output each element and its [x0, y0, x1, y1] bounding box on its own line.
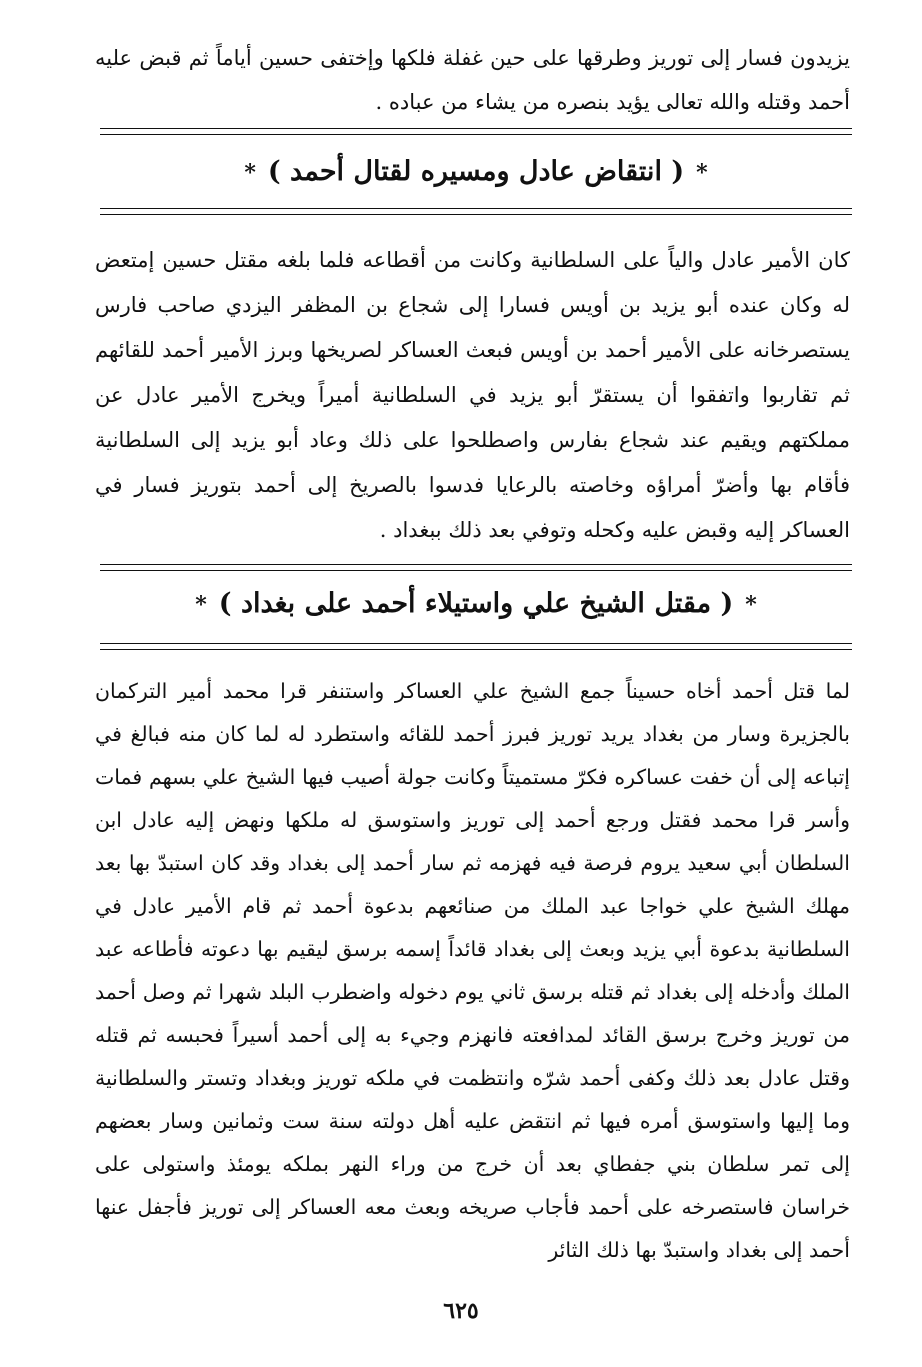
divider-line — [100, 570, 852, 571]
star-ornament-icon: * — [696, 160, 708, 186]
divider-line — [100, 649, 852, 650]
divider-line — [100, 128, 852, 129]
divider-line — [100, 643, 852, 644]
section-heading-adil — [100, 156, 852, 187]
star-ornament-icon: * — [195, 592, 207, 618]
paragraph-opening: يزيدون فسار إلى توريز وطرقها على حين غفلة فلكها وإختفى حسين أياماً ثم قبض عليه أحمد وقتله والله تعالى يؤيد بنصره من يشاء من عباده . — [95, 46, 850, 114]
divider-line — [100, 134, 852, 135]
section-heading-text: ( انتقاض عادل ومسيره لقتال أحمد ) — [267, 156, 685, 187]
paragraph-shaykh-ali: لما قتل أحمد أخاه حسيناً جمع الشيخ علي العساكر واستنفر قرا محمد أمير التركمان بالجزيرة وسار من بغداد يريد توريز فبرز أحمد للقائه واستطرد له لما كان منه فبالغ في إتباعه إلى أن خفت عساكره فكرّ مستميتاً وكانت جولة أصيب فيها الشيخ علي بسهم فمات وأسر قرا محمد فقتل ورجع أحمد إلى توريز واستوسق له ملكها ونهض إليه عادل ابن السلطان أبي سعيد يروم فرصة فيه فهزمه ثم سار أحمد إلى بغداد وقد كان استبدّ بها بعد مهلك الشيخ علي خواجا عبد الملك من صنائعهم بدعوة أحمد ثم قام الأمير عادل في السلطانية بدعوة أبي يزيد وبعث إلى بغداد قائداً إسمه برسق ليقيم بها دعوته فأطاعه عبد الملك وأدخله إلى بغداد ثم قتله برسق ثاني يوم دخوله واضطرب البلد شهرا ثم وصل أحمد من توريز وخرج برسق القائد لمدافعته فانهزم وجيء به إلى أحمد أسيراً فحبسه ثم قتله وقتل عادل بعد ذلك وكفى أحمد شرّه وانتظمت في ملكه توريز وبغداد وتستر والسلطانية وما إليها واستوسق أمره فيها ثم انتقض عليه أهل دولته سنة ست وثمانين وسار بعضهم إلى تمر سلطان بني جفطاي بعد أن خرج من وراء النهر بملكه يومئذ واستولى على خراسان فاستصرخه على أحمد فأجاب صريخه وبعث معه العساكر إلى توريز فأجفل عنها أحمد إلى بغداد واستبدّ بها ذلك الثائر — [95, 679, 850, 1262]
divider-line — [100, 564, 852, 565]
star-ornament-icon: * — [745, 592, 757, 618]
section-heading-shaykh-ali — [100, 588, 852, 619]
divider-line — [100, 214, 852, 215]
divider-line — [100, 208, 852, 209]
page-number: ٦٢٥ — [443, 1298, 479, 1324]
section-heading-text: ( مقتل الشيخ علي واستيلاء أحمد على بغداد ) — [218, 588, 734, 619]
paragraph-adil: كان الأمير عادل والياً على السلطانية وكانت من أقطاعه فلما بلغه مقتل حسين إمتعض له وكان عنده أبو يزيد بن أويس فسارا إلى شجاع بن المظفر اليزدي صاحب فارس يستصرخانه على الأمير أحمد بن أويس فبعث العساكر لصريخها وبرز الأمير أحمد للقائهم ثم تقاربوا واتفقوا أن يستقرّ أبو يزيد في السلطانية أميراً ويخرج الأمير عادل عن مملكتهم ويقيم عند شجاع بفارس واصطلحوا على ذلك وعاد أبو يزيد إلى السلطانية فأقام بها وأضرّ أمراؤه وخاصته بالرعايا فدسوا بالصريخ إلى أحمد بتوريز فسار في العساكر إليه وقبض عليه وكحله وتوفي بعد ذلك ببغداد . — [95, 248, 850, 542]
star-ornament-icon: * — [244, 160, 256, 186]
